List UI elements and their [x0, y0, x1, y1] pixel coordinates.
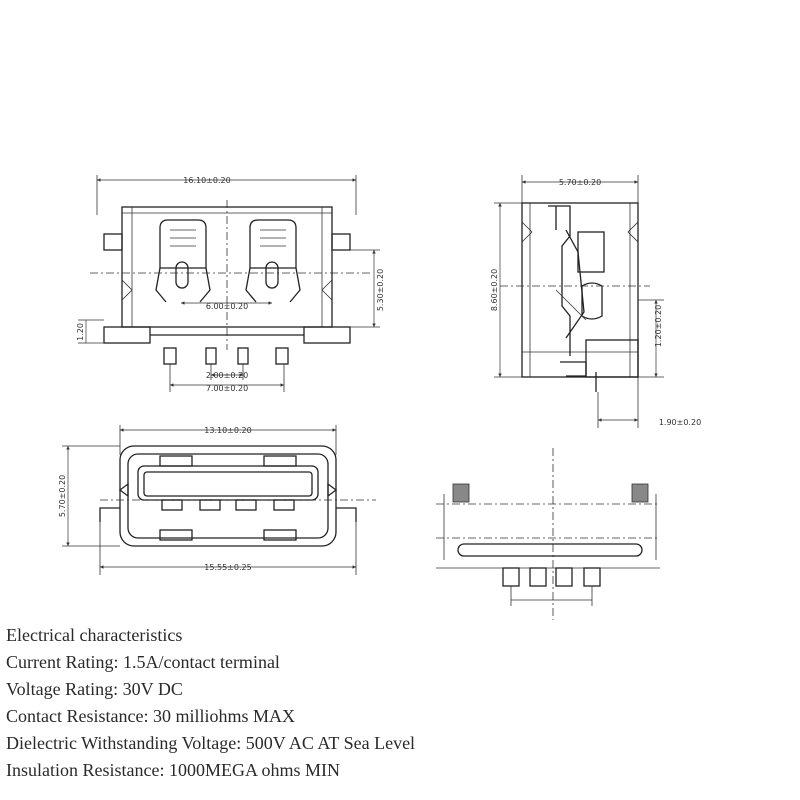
spec-current-rating: Current Rating: 1.5A/contact terminal — [6, 652, 280, 672]
side-view — [490, 175, 701, 428]
dim-side-offset: 1.90±0.20 — [658, 418, 702, 427]
dim-side-tab-height: 1.20±0.20 — [654, 304, 663, 348]
dim-front-outer-width: 15.55±0.25 — [204, 563, 252, 572]
dim-top-tab: 1.20 — [76, 323, 85, 341]
dim-side-height: 8.60±0.20 — [490, 268, 499, 312]
dim-front-height: 5.70±0.20 — [58, 474, 67, 518]
spec-dielectric-voltage: Dielectric Withstanding Voltage: 500V AC AT Sea Level — [6, 733, 416, 753]
spec-insulation-resistance: Insulation Resistance: 1000MEGA ohms MIN — [6, 760, 340, 780]
specs-title: Electrical characteristics — [6, 625, 183, 645]
dim-top-width: 16.10±0.20 — [183, 176, 231, 185]
spec-voltage-rating: Voltage Rating: 30V DC — [6, 679, 183, 699]
top-view — [76, 175, 385, 393]
dim-top-pin-span-outer: 7.00±0.20 — [205, 384, 249, 393]
electrical-specs — [6, 622, 786, 784]
dim-top-height: 5.30±0.20 — [376, 268, 385, 312]
spec-contact-resistance: Contact Resistance: 30 milliohms MAX — [6, 706, 295, 726]
dim-front-inner-width: 13.10±0.20 — [204, 426, 252, 435]
pcb-footprint — [436, 448, 660, 620]
dim-top-pin-span-inner: 6.00±0.20 — [205, 302, 249, 311]
dim-top-pin-pitch: 2.00±0.20 — [205, 371, 249, 380]
dim-side-width: 5.70±0.20 — [558, 178, 602, 187]
front-view — [58, 425, 376, 575]
